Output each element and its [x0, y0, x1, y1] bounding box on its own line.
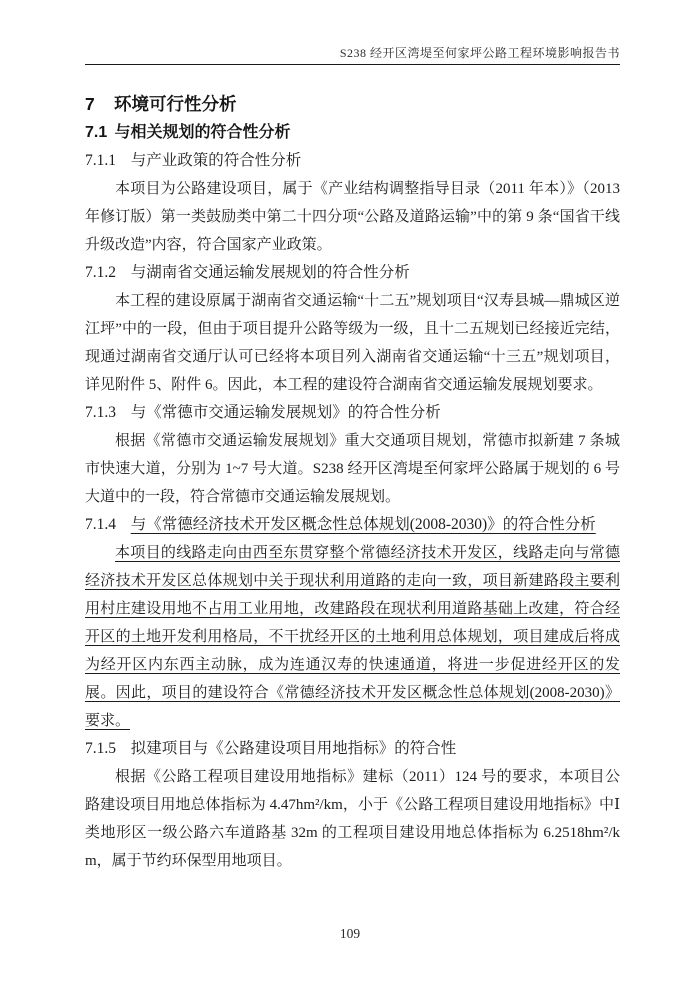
section-number: 7.1.2 [85, 264, 116, 281]
section-heading-7-1-4 [85, 511, 620, 539]
section-number: 7.1.5 [85, 740, 116, 757]
paragraph-7-1-3: 根据《常德市交通运输发展规划》重大交通项目规划，常德市拟新建 7 条城市快速大道，分别为 1~7 号大道。S238 经开区湾堤至何家坪公路属于规划的 6 号大道中的一段，符合常德市交通运输发展规划。 [85, 433, 620, 505]
section-number: 7 [85, 94, 95, 114]
section-title: 与《常德经济技术开发区概念性总体规划(2008-2030)》的符合性分析 [130, 516, 596, 533]
paragraph-7-1-2: 本工程的建设原属于湖南省交通运输“十二五”规划项目“汉寿县城—鼎城区逆江坪”中的一段，但由于项目提升公路等级为一级，且十二五规划已经接近完结，现通过湖南省交通厅认可已经将本项目列入湖南省交通运输“十三五”规划项目，详见附件 5、附件 6。因此，本工程的建设符合湖南省交通运输发展规划要求。 [85, 293, 620, 393]
section-heading-7-1-2 [85, 259, 620, 287]
section-number: 7.1 [85, 124, 108, 141]
section-title: 与湖南省交通运输发展规划的符合性分析 [130, 264, 410, 281]
paragraph-7-1-1: 本项目为公路建设项目，属于《产业结构调整指导目录（2011 年本）》（2013 年修订版）第一类鼓励类中第二十四分项“公路及道路运输”中的第 9 条“国省干线升级改造”内容，符合国家产业政策。 [85, 181, 620, 253]
section-title: 环境可行性分析 [113, 94, 237, 114]
page-header [85, 46, 620, 65]
section-number: 7.1.3 [85, 404, 116, 421]
header-title: S238 经开区湾堤至何家坪公路工程环境影响报告书 [339, 46, 620, 60]
section-heading-7-1 [85, 119, 620, 147]
header-rule [85, 64, 620, 65]
section-number: 7.1.4 [85, 516, 116, 533]
paragraph-7-1-4: 本项目的线路走向由西至东贯穿整个常德经济技术开发区，线路走向与常德经济技术开发区总体规划中关于现状利用道路的走向一致，项目新建路段主要利用村庄建设用地不占用工业用地，改建路段在现状利用道路基础上改建，符合经开区的土地开发利用格局，不干扰经开区的土地利用总体规划，项目建成后将成为经开区内东西主动脉，成为连通汉寿的快速通道，将进一步促进经开区的发展。因此，项目的建设符合《常德经济技术开发区概念性总体规划(2008-2030)》要求。 [85, 545, 620, 729]
section-heading-7-1-3 [85, 399, 620, 427]
section-title: 与《常德市交通运输发展规划》的符合性分析 [130, 404, 441, 421]
paragraph-7-1-5: 根据《公路工程项目建设用地指标》建标（2011）124 号的要求，本项目公路建设项目用地总体指标为 4.47hm²/km，小于《公路工程项目建设用地指标》中Ⅰ类地形区一级公路六车道路基 32m 的工程项目建设用地总体指标为 6.2518hm²/km，属于节约环保型用地项目。 [85, 769, 620, 869]
page-number: 109 [339, 926, 361, 941]
section-title: 拟建项目与《公路建设项目用地指标》的符合性 [130, 740, 457, 757]
section-heading-7 [85, 89, 620, 119]
section-heading-7-1-1 [85, 147, 620, 175]
section-title: 与相关规划的符合性分析 [114, 124, 291, 141]
section-title: 与产业政策的符合性分析 [130, 152, 302, 169]
section-heading-7-1-5 [85, 735, 620, 763]
section-number: 7.1.1 [85, 152, 116, 169]
